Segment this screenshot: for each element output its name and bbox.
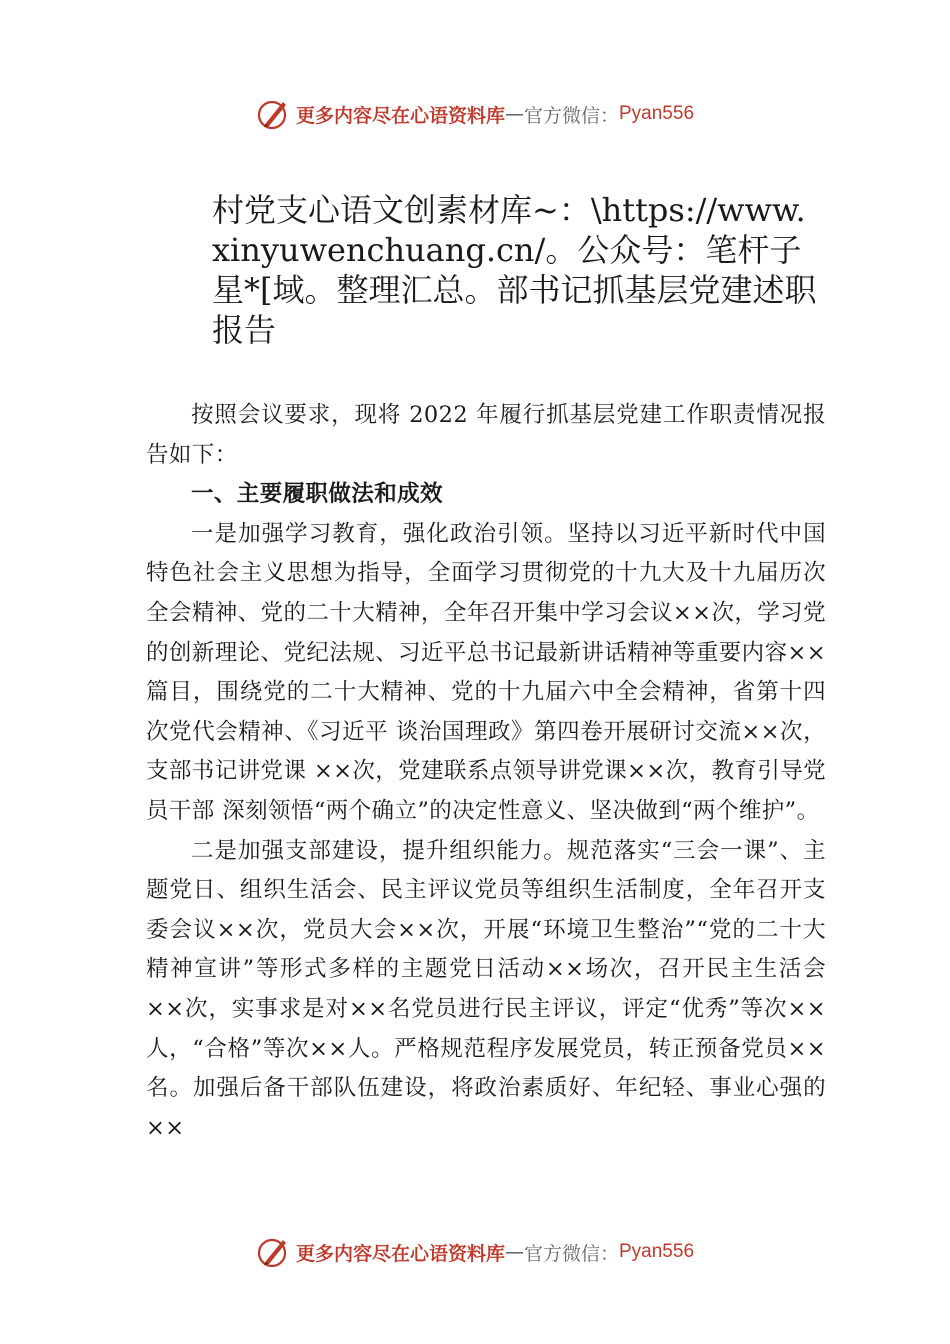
body-paragraph: 二是加强支部建设，提升组织能力。规范落实“三会一课”、主题党日、组织生活会、民主评议党员等组织生活制度，全年召开支委会议××次，党员大会××次，开展“环境卫生整治”“党的二十大精神宣讲”等形式多样的主题党日活动××场次，召开民主生活会××次，实事求是对××名党员进行民主评议，评定“优秀”等次××人，“合格”等次××人。严格规范程序发展党员，转正预备党员××名。加强后备干部队伍建设，将政治素质好、年纪轻、事业心强的×× bbox=[146, 837, 826, 1141]
banner-wechat-id: Pyan556 bbox=[619, 1241, 695, 1262]
document-body bbox=[146, 396, 826, 1148]
banner-wechat-label: 官方微信： bbox=[523, 104, 619, 127]
document-title: 村党支心语文创素材库~：\https://www.xinyuwenchuang.cn/。公众号：笔杆子星*[域。整理汇总。部书记抓基层党建述职报告 bbox=[212, 191, 817, 349]
pen-in-circle-icon bbox=[256, 96, 292, 132]
pen-in-circle-icon bbox=[256, 1234, 292, 1270]
intro-paragraph: 按照会议要求，现将 2022 年履行抓基层党建工作职责情况报告如下： bbox=[146, 402, 826, 468]
banner-main-text: 更多内容尽在心语资料库 bbox=[295, 1242, 505, 1265]
header-watermark-banner bbox=[0, 94, 950, 134]
footer-watermark-banner bbox=[0, 1232, 950, 1272]
banner-wechat-label: 官方微信： bbox=[523, 1242, 619, 1265]
banner-wechat-id: Pyan556 bbox=[619, 103, 695, 124]
section-heading: 一、主要履职做法和成效 bbox=[191, 481, 443, 508]
banner-main-text: 更多内容尽在心语资料库 bbox=[295, 104, 505, 127]
banner-separator: — bbox=[504, 103, 524, 125]
banner-separator: — bbox=[504, 1241, 524, 1263]
body-paragraph: 一是加强学习教育，强化政治引领。坚持以习近平新时代中国特色社会主义思想为指导，全面学习贯彻党的十九大及十九届历次全会精神、党的二十大精神，全年召开集中学习会议××次，学习党的创新理论、党纪法规、习近平总书记最新讲话精神等重要内容××篇目，围绕党的二十大精神、党的十九届六中全会精神，省第十四次党代会精神、《习近平 谈治国理政》第四卷开展研讨交流××次，支部书记讲党课 ××次，党建联系点领导讲党课××次，教育引导党员干部 深刻领悟“两个确立”的决定性意义、坚决做到“两个维护”。 bbox=[146, 520, 826, 824]
